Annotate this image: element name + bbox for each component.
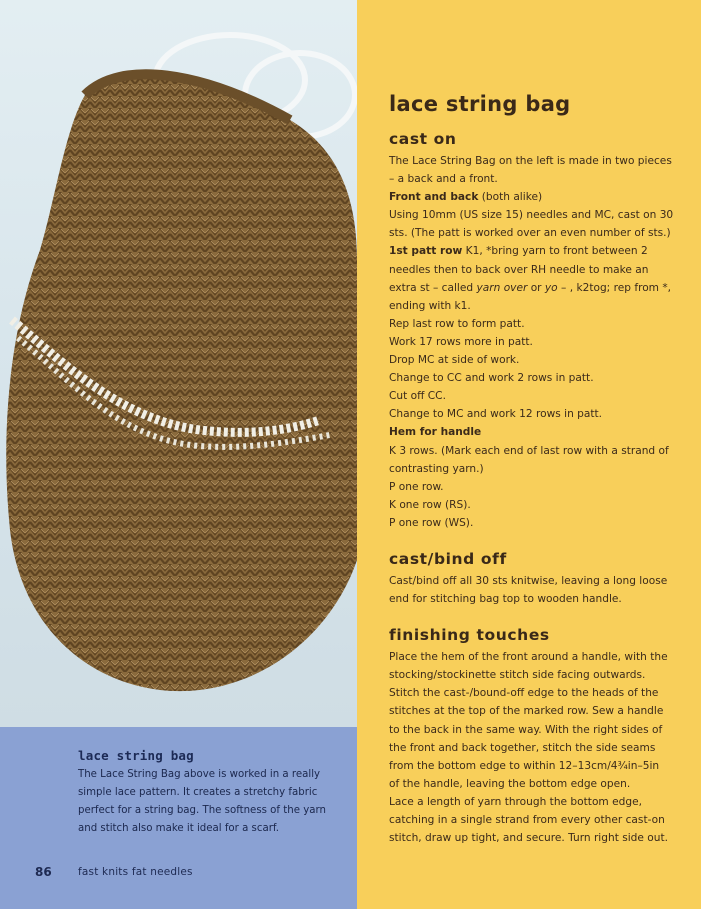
row1-label: 1st patt row bbox=[389, 245, 463, 258]
book-title-footer: fast knits fat needles bbox=[78, 866, 193, 878]
instruction-line: Cut off CC. bbox=[389, 390, 446, 403]
instruction-line bbox=[389, 242, 699, 260]
instruction-line: the front and back together, stitch the side seams bbox=[389, 741, 656, 754]
instruction-line: Rep last row to form patt. bbox=[389, 317, 525, 330]
instruction-line bbox=[389, 279, 699, 297]
front-back-label: Front and back bbox=[389, 191, 479, 204]
instruction-line: P one row (WS). bbox=[389, 516, 474, 529]
instruction-line: ending with k1. bbox=[389, 299, 471, 312]
instruction-line: stitch, draw up tight, and secure. Turn right side out. bbox=[389, 832, 669, 845]
heading-cast-off: cast/bind off bbox=[389, 549, 507, 568]
instruction-line: Change to CC and work 2 rows in patt. bbox=[389, 372, 594, 385]
yo-term: yo bbox=[544, 281, 558, 294]
page-number: 86 bbox=[35, 865, 52, 879]
instruction-line: Using 10mm (US size 15) needles and MC, cast on 30 bbox=[389, 209, 674, 222]
instruction-line: Drop MC at side of work. bbox=[389, 354, 520, 367]
instruction-line: Stitch the cast-/bound-off edge to the heads of the bbox=[389, 687, 659, 700]
instruction-line: Work 17 rows more in patt. bbox=[389, 335, 533, 348]
hem-label: Hem for handle bbox=[389, 426, 482, 439]
row1-text: – , k2tog; rep from *, bbox=[557, 281, 672, 294]
heading-cast-on: cast on bbox=[389, 130, 457, 148]
spacer bbox=[389, 532, 699, 542]
knitted-bag-photo bbox=[0, 0, 357, 727]
instruction-line: catching in a single strand from every other cast-on bbox=[389, 814, 665, 826]
instruction-line: of the handle, leaving the bottom edge open. bbox=[389, 777, 631, 790]
caption-title: lace string bag bbox=[78, 748, 194, 763]
row1-text: K1, *bring yarn to front between 2 bbox=[462, 245, 648, 258]
front-back-note: (both alike) bbox=[478, 191, 543, 204]
bag-illustration bbox=[0, 0, 357, 727]
right-panel bbox=[357, 0, 701, 909]
instruction-line: needles then to back over RH needle to make an bbox=[389, 263, 649, 276]
instruction-line: end for stitching bag top to wooden handle. bbox=[389, 593, 622, 606]
instruction-line bbox=[389, 188, 699, 206]
instruction-line: from the bottom edge to within 12–13cm/4¾in–5in bbox=[389, 759, 660, 772]
instruction-line: K 3 rows. (Mark each end of last row with a strand of bbox=[389, 444, 669, 457]
instruction-line: sts. (The patt is worked over an even number of sts.) bbox=[389, 227, 671, 240]
pattern-instructions bbox=[389, 92, 699, 847]
instruction-line: stocking/stockinette stitch side facing outwards. bbox=[389, 669, 646, 682]
instruction-line: – a back and a front. bbox=[389, 173, 498, 186]
instruction-line: to the back in the same way. With the right sides of bbox=[389, 723, 663, 736]
instruction-line: K one row (RS). bbox=[389, 498, 471, 511]
instruction-line bbox=[389, 423, 699, 441]
instruction-line: Lace a length of yarn through the bottom edge, bbox=[389, 795, 642, 808]
instruction-line: stitches at the top of the marked row. Sew a handle bbox=[389, 705, 664, 718]
instruction-line: Place the hem of the front around a handle, with the bbox=[389, 651, 668, 664]
instruction-line: Change to MC and work 12 rows in patt. bbox=[389, 408, 603, 421]
heading-finishing: finishing touches bbox=[389, 626, 550, 645]
spacer bbox=[389, 608, 699, 618]
instruction-line: Cast/bind off all 30 sts knitwise, leaving a long loose bbox=[389, 574, 668, 587]
row1-text: extra st – called bbox=[389, 281, 477, 294]
instruction-line: The Lace String Bag on the left is made in two pieces bbox=[389, 155, 672, 167]
page-title: lace string bag bbox=[389, 92, 571, 116]
row1-text: or bbox=[527, 281, 545, 294]
caption-text: The Lace String Bag above is worked in a really simple lace pattern. It creates a stretchy fabric perfect for a string bag. The softness of the yarn and stitch also make it ideal for a scarf. bbox=[78, 769, 326, 834]
instruction-line: contrasting yarn.) bbox=[389, 462, 484, 475]
yarn-over-term: yarn over bbox=[476, 281, 528, 294]
instruction-line: P one row. bbox=[389, 480, 444, 493]
